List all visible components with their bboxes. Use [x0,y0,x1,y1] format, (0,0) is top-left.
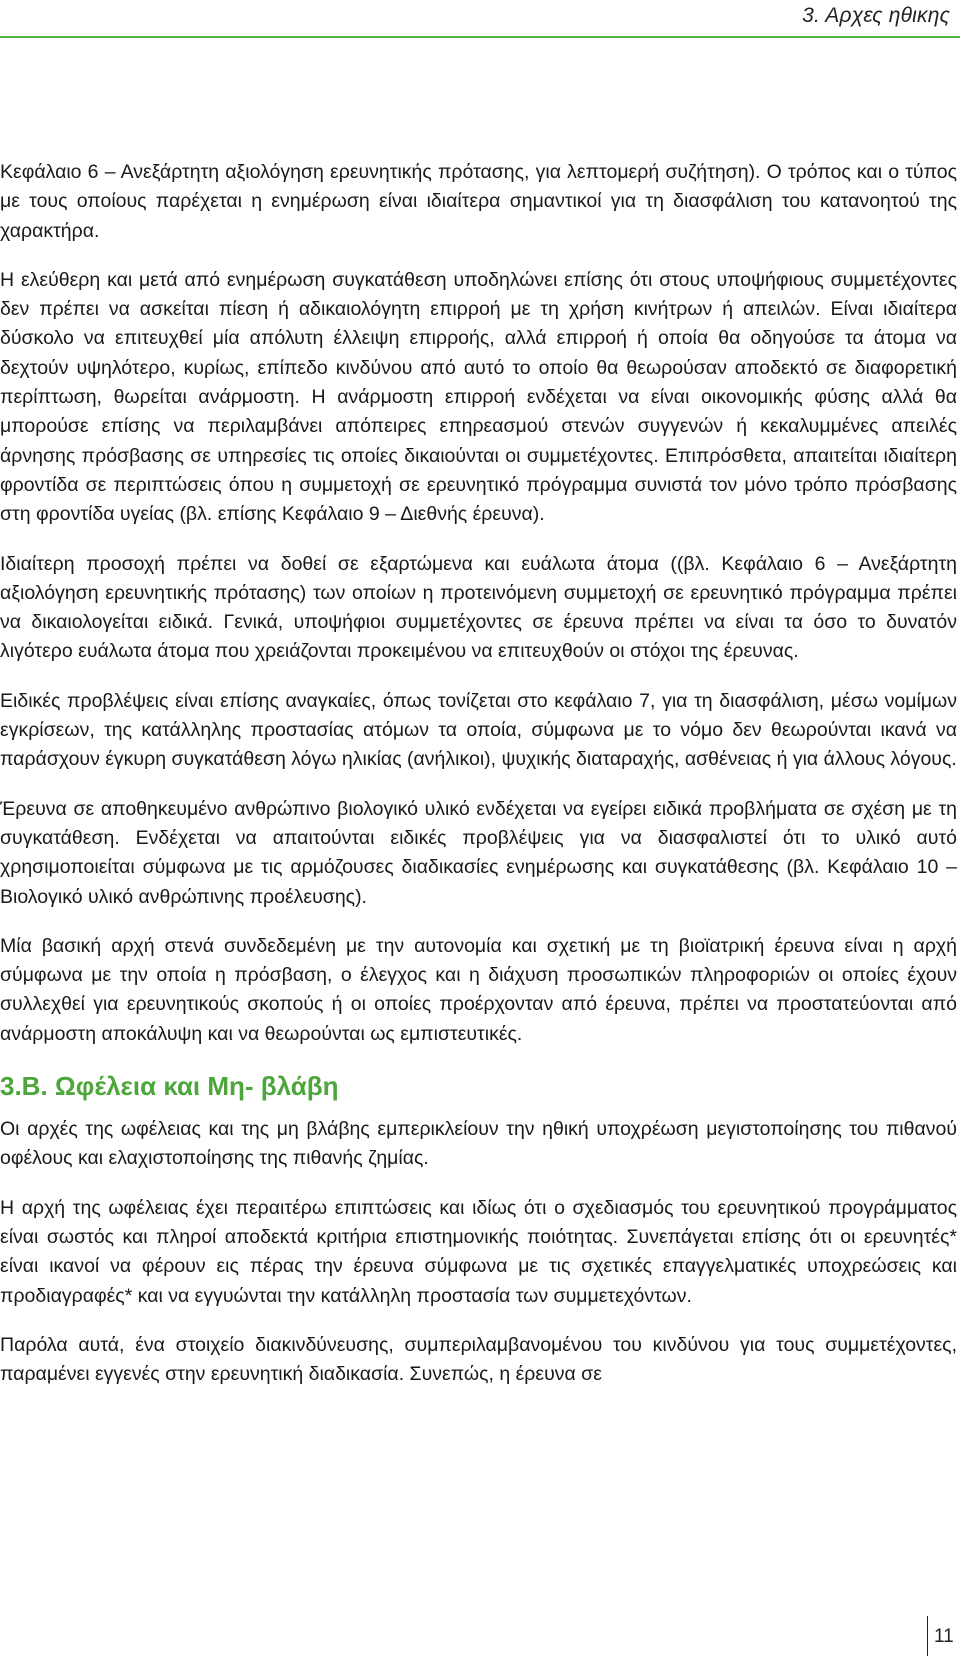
paragraph: Κεφάλαιο 6 – Ανεξάρτητη αξιολόγηση ερευνητικής πρότασης, για λεπτομερή συζήτηση). Ο τρόπος και ο τύπος με τους οποίους παρέχεται η ενημέρωση είναι ιδιαίτερα σημαντικοί για τη διασφάλιση του κατανοητού της χαρακτήρα. [0,161,957,242]
paragraph: Ειδικές προβλέψεις είναι επίσης αναγκαίες, όπως τονίζεται στο κεφάλαιο 7, για τη διασφάλιση, μέσω νομίμων εγκρίσεων, της κατάλληλης προστασίας ατόμων τα οποία, σύμφωνα με το νόμο δεν θεωρούνται ικανά να παράσχουν έγκυρη συγκατάθεση λόγω ηλικίας (ανήλικοι), ψυχικής διαταραχής, ασθένειας ή για άλλους λόγους. [0,689,957,771]
paragraph: Έρευνα σε αποθηκευμένο ανθρώπινο βιολογικό υλικό ενδέχεται να εγείρει ειδικά προβλήματα σε σχέση με τη συγκατάθεση. Ενδέχεται να απαιτούνται ειδικές προβλέψεις για να διασφαλιστεί ότι το υλικό αυτό χρησιμοποιείται σύμφωνα με τις αρμόζουσες διαδικασίες ενημέρωσης και συγκατάθεσης (βλ. Κεφάλαιο 10 – Βιολογικό υλικό ανθρώπινης προέλευσης). [0,797,957,908]
section-heading: 3.Β. Ωφέλεια και Μη- βλάβη [0,1071,339,1102]
page-body [0,158,957,1409]
paragraph: Ιδιαίτερη προσοχή πρέπει να δοθεί σε εξαρτώμενα και ευάλωτα άτομα ((βλ. Κεφάλαιο 6 – Ανεξάρτητη αξιολόγηση ερευνητικής πρότασης) των οποίων η προτεινόμενη συμμετοχή σε ερευνητικό πρόγραμμα πρέπει να δικαιολογείται ειδικά. Γενικά, υποψήφιοι συμμετέχοντες σε έρευνα πρέπει να είναι τα όσο το δυνατόν λιγότερο ευάλωτα άτομα που χρειάζονται προκειμένου να επιτευχθούν οι στόχοι της έρευνας. [0,552,957,663]
page-number-box [927,1616,960,1656]
paragraph: Μία βασική αρχή στενά συνδεδεμένη με την αυτονομία και σχετική με τη βιοϊατρική έρευνα είναι η αρχή σύμφωνα με την οποία η πρόσβαση, ο έλεγχος και η διάχυση προσωπικών πληροφοριών οι οποίες έχουν συλλεχθεί για ερευνητικούς σκοπούς ή οι οποίες προέρχονταν από έρευνα, πρέπει να προστατεύονται από ανάρμοστη αποκάλυψη και να θεωρούνται ως εμπιστευτικές. [0,934,957,1045]
running-header-chapter-title: 3. Αρχες ηθικης [802,4,950,27]
paragraph: Η αρχή της ωφέλειας έχει περαιτέρω επιπτώσεις και ιδίως ότι ο σχεδιασμός του ερευνητικού προγράμματος είναι σωστός και πληροί αποδεκτά κριτήρια επιστημονικής ποιότητας. Συνεπάγεται επίσης ότι οι ερευνητές* είναι ικανοί να φέρουν εις πέρας την έρευνα σύμφωνα με τις σχετικές επαγγελματικές υποχρεώσεις και προδιαγραφές* και να εγγυώνται την κατάλληλη προστασία των συμμετεχόντων. [0,1196,957,1307]
paragraph: Παρόλα αυτά, ένα στοιχείο διακινδύνευσης, συμπεριλαμβανομένου του κινδύνου για τους συμμετέχοντες, παραμένει εγγενές στην ερευνητική διαδικασία. Συνεπώς, η έρευνα σε [0,1333,957,1386]
paragraph: Οι αρχές της ωφέλειας και της μη βλάβης εμπερικλείουν την ηθική υποχρέωση μεγιστοποίησης του πιθανού οφέλους και ελαχιστοποίησης της πιθανής ζημίας. [0,1118,957,1170]
header-divider [0,36,960,38]
paragraph: Η ελεύθερη και μετά από ενημέρωση συγκατάθεση υποδηλώνει επίσης ότι στους υποψήφιους συμμετέχοντες δεν πρέπει να ασκείται πίεση ή αδικαιολόγητη επιρροή με τη χρήση κινήτρων ή απειλών. Είναι ιδιαίτερα δύσκολο να επιτευχθεί μία απόλυτη έλλειψη επιρροής, αλλά επιρροή ή οποία θα οδηγούσε τα άτομα να δεχτούν υψηλότερο, κυρίως, επίπεδο κινδύνου από αυτό το οποίο θα θεωρούσαν αποδεκτό σε διαφορετική περίπτωση, θωρείται ανάρμοστη. Η ανάρμοστη επιρροή ενδέχεται να είναι οικονομικής φύσης αλλά θα μπορούσε επίσης να περιλαμβάνει απόπειρες επηρεασμού στενών συγγενών ή κεκαλυμμένες απειλές άρνησης πρόσβασης σε υπηρεσίες τις οποίες δικαιούνται οι συμμετέχοντες. Επιπρόσθετα, απαιτείται ιδιαίτερη φροντίδα σε περιπτώσεις όπου η συμμετοχή σε ερευνητικό πρόγραμμα συνιστά τον μόνο τρόπο πρόσβασης στη φροντίδα υγείας (βλ. επίσης Κεφάλαιο 9 – Διεθνής έρευνα). [0,268,957,526]
page-number: 11 [934,1626,954,1647]
